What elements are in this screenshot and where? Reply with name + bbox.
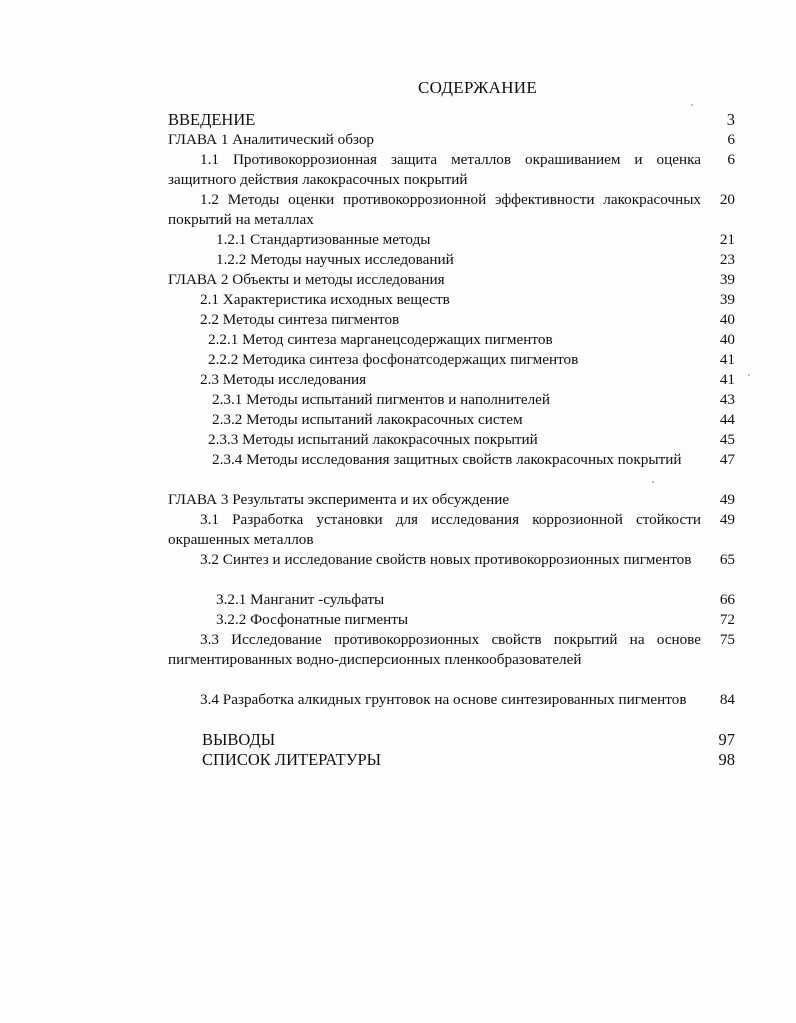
toc-entry xyxy=(168,370,735,390)
toc-entry-text: 2.3.4 Методы исследования защитных свойств лакокрасочных покрытий xyxy=(212,451,682,468)
toc-page-number: 23 xyxy=(719,251,735,268)
toc-entry-text: СПИСОК ЛИТЕРАТУРЫ xyxy=(202,750,382,769)
toc-page-number: 66 xyxy=(719,591,735,608)
toc-page-number: 47 xyxy=(719,451,735,468)
toc-page-number: 43 xyxy=(719,391,735,408)
scan-speck xyxy=(748,374,750,376)
toc-entry-text: ГЛАВА 3 Результаты эксперимента и их обсуждение xyxy=(168,491,510,508)
toc-entry xyxy=(168,750,735,770)
toc-entry-text: 2.3.1 Методы испытаний пигментов и наполнителей xyxy=(212,391,551,408)
toc-entry-text: 2.3 Методы исследования xyxy=(200,371,367,388)
toc-entry-text: ГЛАВА 1 Аналитический обзор xyxy=(168,131,375,148)
toc-entry xyxy=(168,590,735,610)
scan-speck xyxy=(691,104,693,106)
toc-page-number: 65 xyxy=(719,551,735,568)
toc-entry-text: 2.3.3 Методы испытаний лакокрасочных покрытий xyxy=(208,431,538,448)
toc-entry xyxy=(168,150,735,190)
toc-entry-text: 2.1 Характеристика исходных веществ xyxy=(200,291,450,308)
toc-page-number: 98 xyxy=(718,750,735,769)
toc-entry xyxy=(168,450,735,490)
toc-page-number: 41 xyxy=(719,371,735,388)
toc-entry xyxy=(168,690,735,730)
toc-entry-text: 2.2.2 Методика синтеза фосфонатсодержащих пигментов xyxy=(208,351,579,368)
toc-page-number: 75 xyxy=(719,631,735,648)
scan-speck xyxy=(652,481,654,483)
toc-entry xyxy=(168,550,735,590)
toc-entry-text: 1.2 Методы оценки противокоррозионной эффективности лакокрасочных покрытий на металлах xyxy=(168,191,701,228)
toc-entry xyxy=(168,410,735,430)
toc-entry xyxy=(168,430,735,450)
toc-page-number: 39 xyxy=(719,271,735,288)
toc-page-number: 41 xyxy=(719,351,735,368)
toc-entry xyxy=(168,390,735,410)
toc-entry xyxy=(168,350,735,370)
toc-entry-text: 2.3.2 Методы испытаний лакокрасочных систем xyxy=(212,411,523,428)
toc-page-number: 45 xyxy=(719,431,735,448)
toc-entry xyxy=(168,230,735,250)
toc-page-number: 21 xyxy=(719,231,735,248)
toc-entry-text: 3.2.1 Манганит -сульфаты xyxy=(216,591,385,608)
toc-page-number: 40 xyxy=(719,331,735,348)
toc-entry-text: 3.2.2 Фосфонатные пигменты xyxy=(216,611,409,628)
toc-page-number: 84 xyxy=(719,691,735,708)
toc-entry-text: 2.2 Методы синтеза пигментов xyxy=(200,311,400,328)
toc-entry xyxy=(168,610,735,630)
toc-entry xyxy=(168,270,735,290)
toc-entry-text: ВВЕДЕНИЕ xyxy=(168,110,256,129)
table-of-contents xyxy=(168,110,735,770)
toc-entry-text: 3.3 Исследование противокоррозионных свойств покрытий на основе пигментированных водно-дисперсионных пленкообразователей xyxy=(168,631,701,668)
toc-page-number: 49 xyxy=(719,491,735,508)
toc-page-number: 44 xyxy=(719,411,735,428)
toc-page-number: 39 xyxy=(719,291,735,308)
toc-entry xyxy=(168,490,735,510)
toc-entry xyxy=(168,110,735,130)
toc-entry xyxy=(168,730,735,750)
toc-page-number: 3 xyxy=(726,110,735,129)
toc-entry xyxy=(168,310,735,330)
toc-entry-text: 1.2.1 Стандартизованные методы xyxy=(216,231,431,248)
toc-entry-text: ГЛАВА 2 Объекты и методы исследования xyxy=(168,271,445,288)
toc-entry-text: 1.1 Противокоррозионная защита металлов окрашиванием и оценка защитного действия лакокрасочных покрытий xyxy=(168,151,701,188)
toc-entry xyxy=(168,510,735,550)
toc-page-number: 40 xyxy=(719,311,735,328)
toc-page-number: 6 xyxy=(727,151,735,168)
toc-entry-text: ВЫВОДЫ xyxy=(202,730,276,749)
toc-page-number: 20 xyxy=(719,191,735,208)
toc-entry-text: 3.4 Разработка алкидных грунтовок на основе синтезированных пигментов xyxy=(200,691,687,708)
toc-entry xyxy=(168,130,735,150)
toc-page-number: 72 xyxy=(719,611,735,628)
toc-entry-text: 3.2 Синтез и исследование свойств новых противокоррозионных пигментов xyxy=(200,551,692,568)
toc-entry xyxy=(168,330,735,350)
toc-entry xyxy=(168,630,735,690)
toc-entry xyxy=(168,290,735,310)
toc-entry xyxy=(168,190,735,230)
toc-page-number: 97 xyxy=(718,730,735,749)
toc-entry xyxy=(168,250,735,270)
toc-entry-text: 1.2.2 Методы научных исследований xyxy=(216,251,454,268)
toc-page-number: 6 xyxy=(727,131,735,148)
toc-entry-text: 3.1 Разработка установки для исследования коррозионной стойкости окрашенных металлов xyxy=(168,511,701,548)
toc-page-number: 49 xyxy=(719,511,735,528)
page-title: СОДЕРЖАНИЕ xyxy=(418,78,538,97)
toc-entry-text: 2.2.1 Метод синтеза марганецсодержащих пигментов xyxy=(208,331,553,348)
